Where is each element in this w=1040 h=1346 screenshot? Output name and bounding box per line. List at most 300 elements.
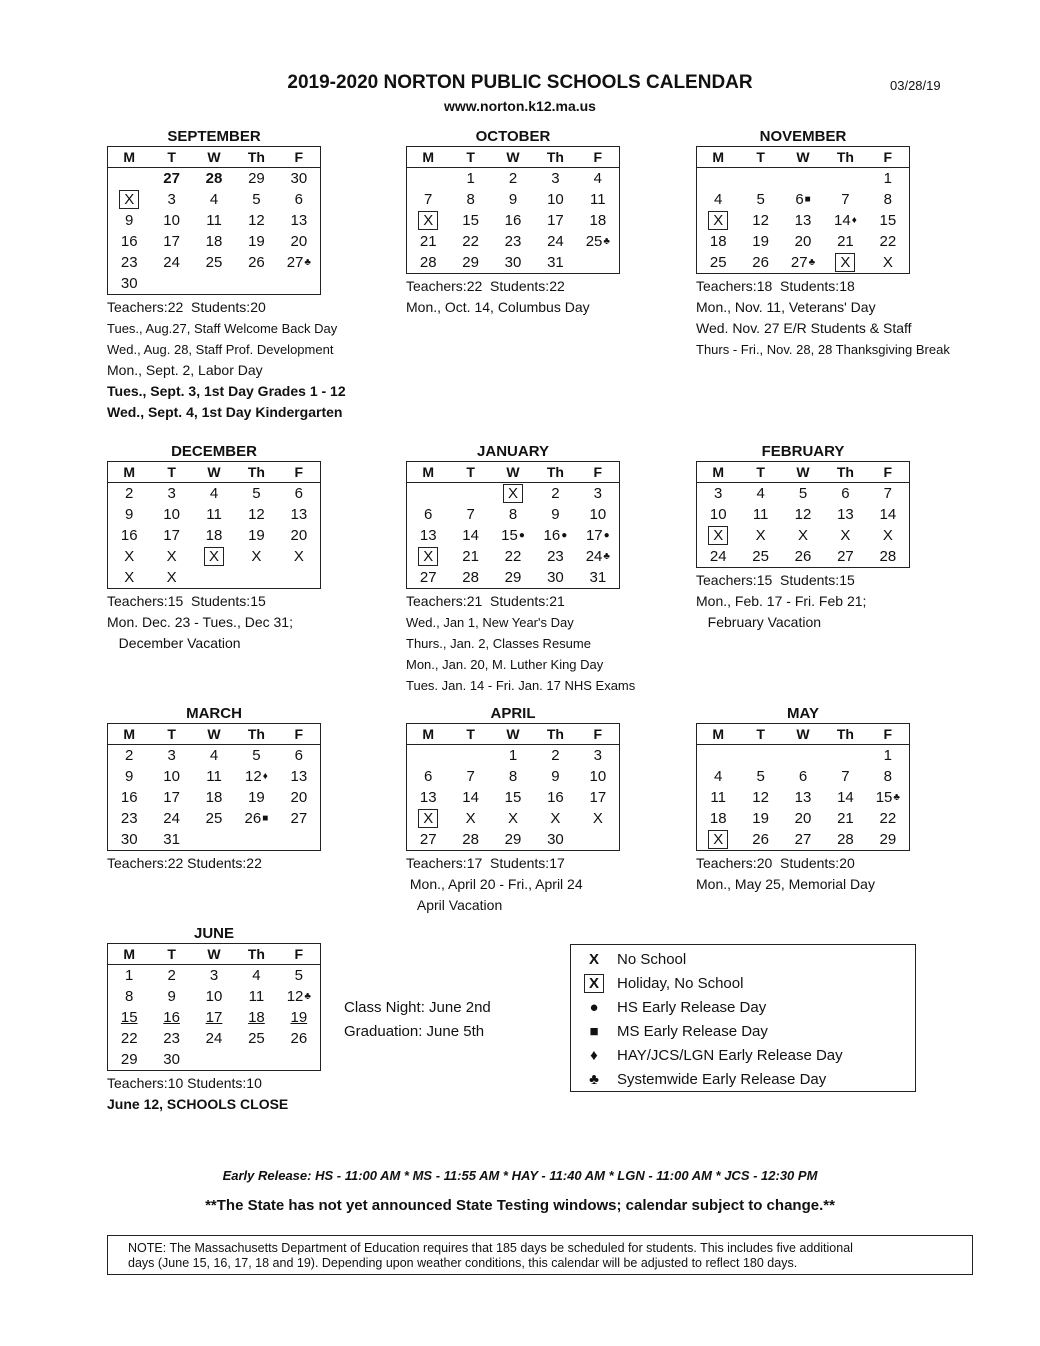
day-cell bbox=[824, 745, 866, 766]
day-cell bbox=[739, 168, 781, 189]
day-cell bbox=[867, 168, 909, 189]
day-cell bbox=[449, 168, 491, 189]
day-number: 20 bbox=[290, 527, 308, 544]
day-number: 4 bbox=[714, 191, 723, 208]
day-cell bbox=[534, 231, 576, 252]
day-cell bbox=[235, 210, 277, 231]
weekday-header bbox=[108, 944, 320, 965]
day-number: 6 bbox=[798, 768, 808, 785]
day-cell bbox=[235, 787, 277, 808]
day-number: 11 bbox=[206, 506, 222, 523]
day-cell bbox=[150, 808, 192, 829]
day-count: Teachers:22 Students:20 bbox=[107, 299, 266, 315]
month-grid bbox=[696, 461, 910, 568]
day-cell bbox=[150, 168, 192, 189]
day-number: 11 bbox=[206, 212, 222, 229]
doe-note-line-2: days (June 15, 16, 17, 18 and 19). Depending upon weather conditions, this calendar will be adjusted to reflect 180 days. bbox=[128, 1256, 798, 1270]
month-notes bbox=[696, 570, 910, 633]
week-row bbox=[697, 546, 909, 567]
week-row bbox=[407, 504, 619, 525]
day-cell bbox=[534, 829, 576, 850]
day-cell bbox=[193, 1007, 235, 1028]
day-cell bbox=[278, 210, 320, 231]
legend-label: HAY/JCS/LGN Early Release Day bbox=[617, 1046, 843, 1064]
early-release-symbol: ♣ bbox=[304, 257, 311, 268]
day-cell bbox=[235, 745, 277, 766]
week-row bbox=[697, 766, 909, 787]
calendar-note: Wed., Aug. 28, Staff Prof. Development bbox=[107, 342, 334, 357]
day-number: 6 bbox=[294, 747, 303, 764]
day-cell bbox=[697, 829, 739, 850]
day-cell bbox=[867, 787, 909, 808]
day-cell bbox=[534, 252, 576, 273]
day-number: 4 bbox=[756, 485, 765, 502]
day-number: X bbox=[293, 548, 304, 565]
month-notes bbox=[107, 853, 321, 874]
day-cell bbox=[739, 483, 781, 504]
day-number: 29 bbox=[879, 831, 897, 848]
month-december bbox=[107, 443, 321, 654]
day-number: 30 bbox=[290, 170, 308, 187]
day-number: 17 bbox=[205, 1009, 223, 1026]
day-number: 10 bbox=[709, 506, 727, 523]
weekday-header bbox=[108, 462, 320, 483]
day-cell bbox=[278, 745, 320, 766]
day-number: 4 bbox=[209, 191, 219, 208]
day-number: 30 bbox=[120, 275, 138, 292]
day-cell bbox=[278, 787, 320, 808]
day-cell bbox=[449, 766, 491, 787]
weekday-label: Th bbox=[247, 464, 265, 480]
day-number: 22 bbox=[462, 233, 479, 250]
day-number: X bbox=[592, 810, 603, 827]
day-cell bbox=[739, 525, 781, 546]
day-cell bbox=[278, 546, 320, 567]
day-number: 25 bbox=[752, 548, 769, 565]
calendar-note: Mon., Feb. 17 - Fri. Feb 21; bbox=[696, 593, 867, 609]
weekday-header bbox=[108, 147, 320, 168]
day-number: 11 bbox=[752, 506, 769, 523]
day-cell bbox=[534, 504, 576, 525]
day-cell bbox=[278, 168, 320, 189]
day-cell bbox=[235, 168, 277, 189]
day-cell bbox=[108, 766, 150, 787]
day-number: 19 bbox=[290, 1009, 308, 1026]
day-cell bbox=[407, 231, 449, 252]
weekday-label: M bbox=[123, 946, 136, 962]
weekday-label: M bbox=[712, 464, 725, 480]
day-number: 29 bbox=[248, 170, 265, 187]
weekday-label: Th bbox=[247, 149, 265, 165]
day-cell bbox=[534, 787, 576, 808]
calendar-note: Tues. Jan. 14 - Fri. Jan. 17 NHS Exams bbox=[406, 678, 636, 693]
early-release-symbol: ■ bbox=[262, 813, 269, 824]
day-cell bbox=[534, 546, 576, 567]
day-number: 18 bbox=[205, 527, 223, 544]
day-number: 3 bbox=[714, 485, 723, 502]
day-cell bbox=[193, 829, 235, 850]
weekday-header bbox=[407, 147, 619, 168]
week-row bbox=[108, 504, 320, 525]
weekday-header bbox=[697, 724, 909, 745]
month-name: SEPTEMBER bbox=[167, 128, 261, 145]
day-number: 3 bbox=[551, 170, 560, 187]
day-cell bbox=[449, 231, 491, 252]
day-cell bbox=[150, 546, 192, 567]
day-number: 13 bbox=[419, 527, 437, 544]
holiday-box: X bbox=[503, 484, 523, 503]
day-number: 22 bbox=[879, 233, 897, 250]
day-cell bbox=[193, 766, 235, 787]
day-number: X bbox=[465, 810, 476, 827]
calendar-note: December Vacation bbox=[107, 635, 241, 651]
day-cell bbox=[577, 808, 619, 829]
day-count: Teachers:15 Students:15 bbox=[696, 572, 855, 588]
week-row bbox=[108, 986, 320, 1007]
day-number: 24 bbox=[205, 1030, 223, 1047]
day-number: 2 bbox=[167, 967, 176, 984]
day-number: 23 bbox=[163, 1030, 180, 1047]
day-cell bbox=[492, 787, 534, 808]
day-cell bbox=[867, 546, 909, 567]
weekday-label: F bbox=[294, 464, 304, 480]
day-number: X bbox=[124, 569, 135, 586]
legend-symbol bbox=[571, 999, 617, 1016]
day-cell bbox=[150, 483, 192, 504]
day-cell bbox=[150, 766, 192, 787]
day-number: 13 bbox=[290, 768, 308, 785]
day-number: 2 bbox=[551, 747, 560, 764]
day-cell bbox=[150, 986, 192, 1007]
day-cell bbox=[739, 252, 781, 273]
day-cell bbox=[108, 168, 150, 189]
day-number: 22 bbox=[120, 1030, 138, 1047]
day-cell bbox=[824, 210, 866, 231]
day-number: 11 bbox=[206, 768, 222, 785]
day-cell bbox=[235, 252, 277, 273]
day-cell bbox=[782, 766, 824, 787]
day-number: 16 bbox=[547, 789, 564, 806]
weekday-label: Th bbox=[247, 946, 265, 962]
legend-label: No School bbox=[617, 950, 687, 968]
day-number: 4 bbox=[252, 967, 261, 984]
calendar-note: June 12, SCHOOLS CLOSE bbox=[107, 1096, 289, 1112]
day-number: 4 bbox=[209, 747, 219, 764]
day-number: 29 bbox=[504, 831, 522, 848]
day-cell bbox=[577, 483, 619, 504]
early-release-symbol: ● bbox=[561, 530, 568, 541]
day-number: X bbox=[166, 548, 177, 565]
day-cell bbox=[235, 1049, 277, 1070]
day-number: 17 bbox=[547, 212, 564, 229]
day-number: 10 bbox=[163, 212, 180, 229]
day-cell bbox=[193, 483, 235, 504]
legend-item bbox=[571, 947, 915, 971]
legend-label: HS Early Release Day bbox=[617, 998, 767, 1016]
day-number: 19 bbox=[752, 233, 769, 250]
month-name: APRIL bbox=[490, 705, 536, 722]
day-number: 7 bbox=[841, 768, 850, 785]
day-number: 3 bbox=[593, 485, 602, 502]
day-cell bbox=[235, 1028, 277, 1049]
weekday-label: F bbox=[294, 946, 304, 962]
day-number: 10 bbox=[205, 988, 223, 1005]
day-cell bbox=[278, 1028, 320, 1049]
day-number: 1 bbox=[883, 747, 892, 764]
day-number: 8 bbox=[883, 191, 892, 208]
week-row bbox=[697, 829, 909, 850]
doe-note bbox=[107, 1235, 973, 1275]
day-number: 16 bbox=[543, 527, 561, 544]
day-count: Teachers:22 Students:22 bbox=[406, 278, 565, 294]
day-cell bbox=[867, 829, 909, 850]
week-row bbox=[407, 766, 619, 787]
day-cell bbox=[235, 189, 277, 210]
day-number: 6 bbox=[294, 485, 303, 502]
day-number: 7 bbox=[466, 768, 475, 785]
day-cell bbox=[193, 546, 235, 567]
day-cell bbox=[492, 483, 534, 504]
day-cell bbox=[577, 504, 619, 525]
day-number: 9 bbox=[125, 212, 134, 229]
month-name: MARCH bbox=[186, 705, 242, 722]
weekday-label: Th bbox=[836, 726, 854, 742]
day-count: Teachers:17 Students:17 bbox=[406, 855, 565, 871]
day-cell bbox=[278, 273, 320, 294]
weekday-label: M bbox=[123, 149, 136, 165]
day-number: 30 bbox=[504, 254, 522, 271]
month-grid bbox=[696, 723, 910, 851]
day-number: 2 bbox=[551, 485, 560, 502]
day-number: 9 bbox=[551, 506, 560, 523]
day-cell bbox=[739, 231, 781, 252]
day-cell bbox=[739, 787, 781, 808]
day-cell bbox=[449, 189, 491, 210]
day-number: 13 bbox=[794, 212, 812, 229]
day-number: 2 bbox=[125, 485, 134, 502]
day-cell bbox=[407, 546, 449, 567]
week-row bbox=[407, 546, 619, 567]
weekday-label: T bbox=[756, 149, 765, 165]
weekday-header bbox=[407, 462, 619, 483]
week-row bbox=[697, 252, 909, 273]
day-number: 2 bbox=[508, 170, 518, 187]
day-cell bbox=[492, 252, 534, 273]
weekday-label: M bbox=[422, 726, 435, 742]
day-number: 15 bbox=[501, 527, 518, 544]
day-number: 28 bbox=[879, 548, 897, 565]
day-number: X bbox=[798, 527, 809, 544]
day-cell bbox=[407, 483, 449, 504]
day-number: 3 bbox=[593, 747, 602, 764]
calendar-note: Mon. Dec. 23 - Tues., Dec 31; bbox=[107, 614, 293, 630]
week-row bbox=[108, 252, 320, 273]
week-row bbox=[108, 965, 320, 986]
day-number: 5 bbox=[252, 485, 261, 502]
day-cell bbox=[697, 168, 739, 189]
day-number: 17 bbox=[585, 527, 603, 544]
day-number: 29 bbox=[504, 569, 522, 586]
legend bbox=[570, 944, 916, 1092]
weekday-label: W bbox=[207, 149, 221, 165]
day-cell bbox=[739, 210, 781, 231]
weekday-label: T bbox=[466, 464, 475, 480]
month-name: NOVEMBER bbox=[759, 128, 847, 145]
month-notes bbox=[107, 591, 321, 654]
day-number: 3 bbox=[167, 191, 176, 208]
day-number: 26 bbox=[752, 831, 769, 848]
month-april bbox=[406, 705, 620, 916]
holiday-box: X bbox=[584, 974, 604, 993]
day-number: 30 bbox=[547, 831, 564, 848]
weekday-label: M bbox=[123, 726, 136, 742]
week-row bbox=[108, 273, 320, 294]
day-number: 27 bbox=[163, 170, 180, 187]
day-cell bbox=[739, 546, 781, 567]
day-cell bbox=[150, 745, 192, 766]
day-number: 9 bbox=[551, 768, 560, 785]
legend-label: Holiday, No School bbox=[617, 974, 744, 992]
day-number: 19 bbox=[248, 233, 265, 250]
day-number: 26 bbox=[248, 254, 265, 271]
day-cell bbox=[867, 210, 909, 231]
day-number: 6 bbox=[424, 506, 433, 523]
day-number: 10 bbox=[547, 191, 564, 208]
day-cell bbox=[235, 504, 277, 525]
day-number: 23 bbox=[547, 548, 564, 565]
day-number: 15 bbox=[879, 212, 897, 229]
day-cell bbox=[108, 567, 150, 588]
week-row bbox=[108, 168, 320, 189]
day-cell bbox=[235, 567, 277, 588]
day-number: 14 bbox=[879, 506, 897, 523]
day-cell bbox=[782, 745, 824, 766]
week-row bbox=[108, 1028, 320, 1049]
state-testing-notice: **The State has not yet announced State Testing windows; calendar subject to change.** bbox=[205, 1197, 835, 1214]
day-cell bbox=[108, 1028, 150, 1049]
day-number: 8 bbox=[508, 768, 518, 785]
holiday-box: X bbox=[119, 190, 139, 209]
weekday-label: W bbox=[207, 726, 221, 742]
day-cell bbox=[278, 525, 320, 546]
day-cell bbox=[782, 504, 824, 525]
day-number: 13 bbox=[419, 789, 437, 806]
day-number: 16 bbox=[163, 1009, 180, 1026]
day-cell bbox=[867, 189, 909, 210]
month-name: MAY bbox=[787, 705, 819, 722]
day-cell bbox=[824, 525, 866, 546]
day-number: 17 bbox=[163, 233, 180, 250]
weekday-header bbox=[697, 462, 909, 483]
day-number: 9 bbox=[167, 988, 176, 1005]
day-cell bbox=[278, 483, 320, 504]
week-row bbox=[697, 483, 909, 504]
day-number: 31 bbox=[547, 254, 564, 271]
weekday-label: F bbox=[883, 149, 893, 165]
holiday-box: X bbox=[418, 809, 438, 828]
day-number: 13 bbox=[290, 212, 308, 229]
day-cell bbox=[534, 745, 576, 766]
day-number: 9 bbox=[125, 506, 134, 523]
calendar-note: Thurs - Fri., Nov. 28, 28 Thanksgiving Break bbox=[696, 342, 950, 357]
day-number: 25 bbox=[205, 254, 223, 271]
day-cell bbox=[193, 567, 235, 588]
day-cell bbox=[278, 189, 320, 210]
day-number: 20 bbox=[794, 810, 812, 827]
day-number: 19 bbox=[248, 527, 265, 544]
day-cell bbox=[824, 766, 866, 787]
week-row bbox=[108, 525, 320, 546]
day-number: 20 bbox=[290, 789, 308, 806]
day-cell bbox=[150, 273, 192, 294]
day-cell bbox=[577, 168, 619, 189]
day-cell bbox=[577, 525, 619, 546]
day-number: 10 bbox=[589, 768, 607, 785]
week-row bbox=[697, 189, 909, 210]
month-grid bbox=[406, 146, 620, 274]
month-name: JUNE bbox=[193, 925, 234, 942]
day-cell bbox=[407, 766, 449, 787]
month-october bbox=[406, 128, 620, 318]
day-count: Teachers:18 Students:18 bbox=[696, 278, 855, 294]
week-row bbox=[697, 210, 909, 231]
day-number: 30 bbox=[547, 569, 564, 586]
day-cell bbox=[577, 252, 619, 273]
day-cell bbox=[278, 567, 320, 588]
month-grid bbox=[696, 146, 910, 274]
day-cell bbox=[449, 252, 491, 273]
day-cell bbox=[824, 504, 866, 525]
day-cell bbox=[235, 766, 277, 787]
week-row bbox=[697, 808, 909, 829]
day-cell bbox=[492, 745, 534, 766]
day-cell bbox=[193, 965, 235, 986]
day-cell bbox=[278, 504, 320, 525]
day-cell bbox=[824, 189, 866, 210]
day-number: 24 bbox=[163, 254, 180, 271]
day-number: 18 bbox=[709, 810, 727, 827]
day-number: 28 bbox=[419, 254, 437, 271]
day-cell bbox=[108, 231, 150, 252]
day-number: X bbox=[124, 548, 135, 565]
day-cell bbox=[407, 210, 449, 231]
day-cell bbox=[193, 986, 235, 1007]
day-cell bbox=[867, 231, 909, 252]
day-number: 25 bbox=[709, 254, 727, 271]
day-number: 5 bbox=[756, 191, 765, 208]
weekday-label: Th bbox=[247, 726, 265, 742]
month-name: FEBRUARY bbox=[761, 443, 845, 460]
day-cell bbox=[697, 504, 739, 525]
holiday-box: X bbox=[708, 211, 728, 230]
month-name: JANUARY bbox=[477, 443, 549, 460]
day-cell bbox=[108, 273, 150, 294]
weekday-label: T bbox=[167, 464, 176, 480]
day-cell bbox=[867, 483, 909, 504]
day-cell bbox=[534, 766, 576, 787]
week-row bbox=[108, 546, 320, 567]
day-number: 26 bbox=[244, 810, 262, 827]
day-number: 27 bbox=[837, 548, 854, 565]
weekday-label: W bbox=[207, 464, 221, 480]
website-url[interactable]: www.norton.k12.ma.us bbox=[444, 98, 596, 114]
month-name: DECEMBER bbox=[171, 443, 257, 460]
day-cell bbox=[534, 808, 576, 829]
day-cell bbox=[407, 189, 449, 210]
day-cell bbox=[150, 1049, 192, 1070]
weekday-label: F bbox=[883, 726, 893, 742]
day-count: Teachers:20 Students:20 bbox=[696, 855, 855, 871]
